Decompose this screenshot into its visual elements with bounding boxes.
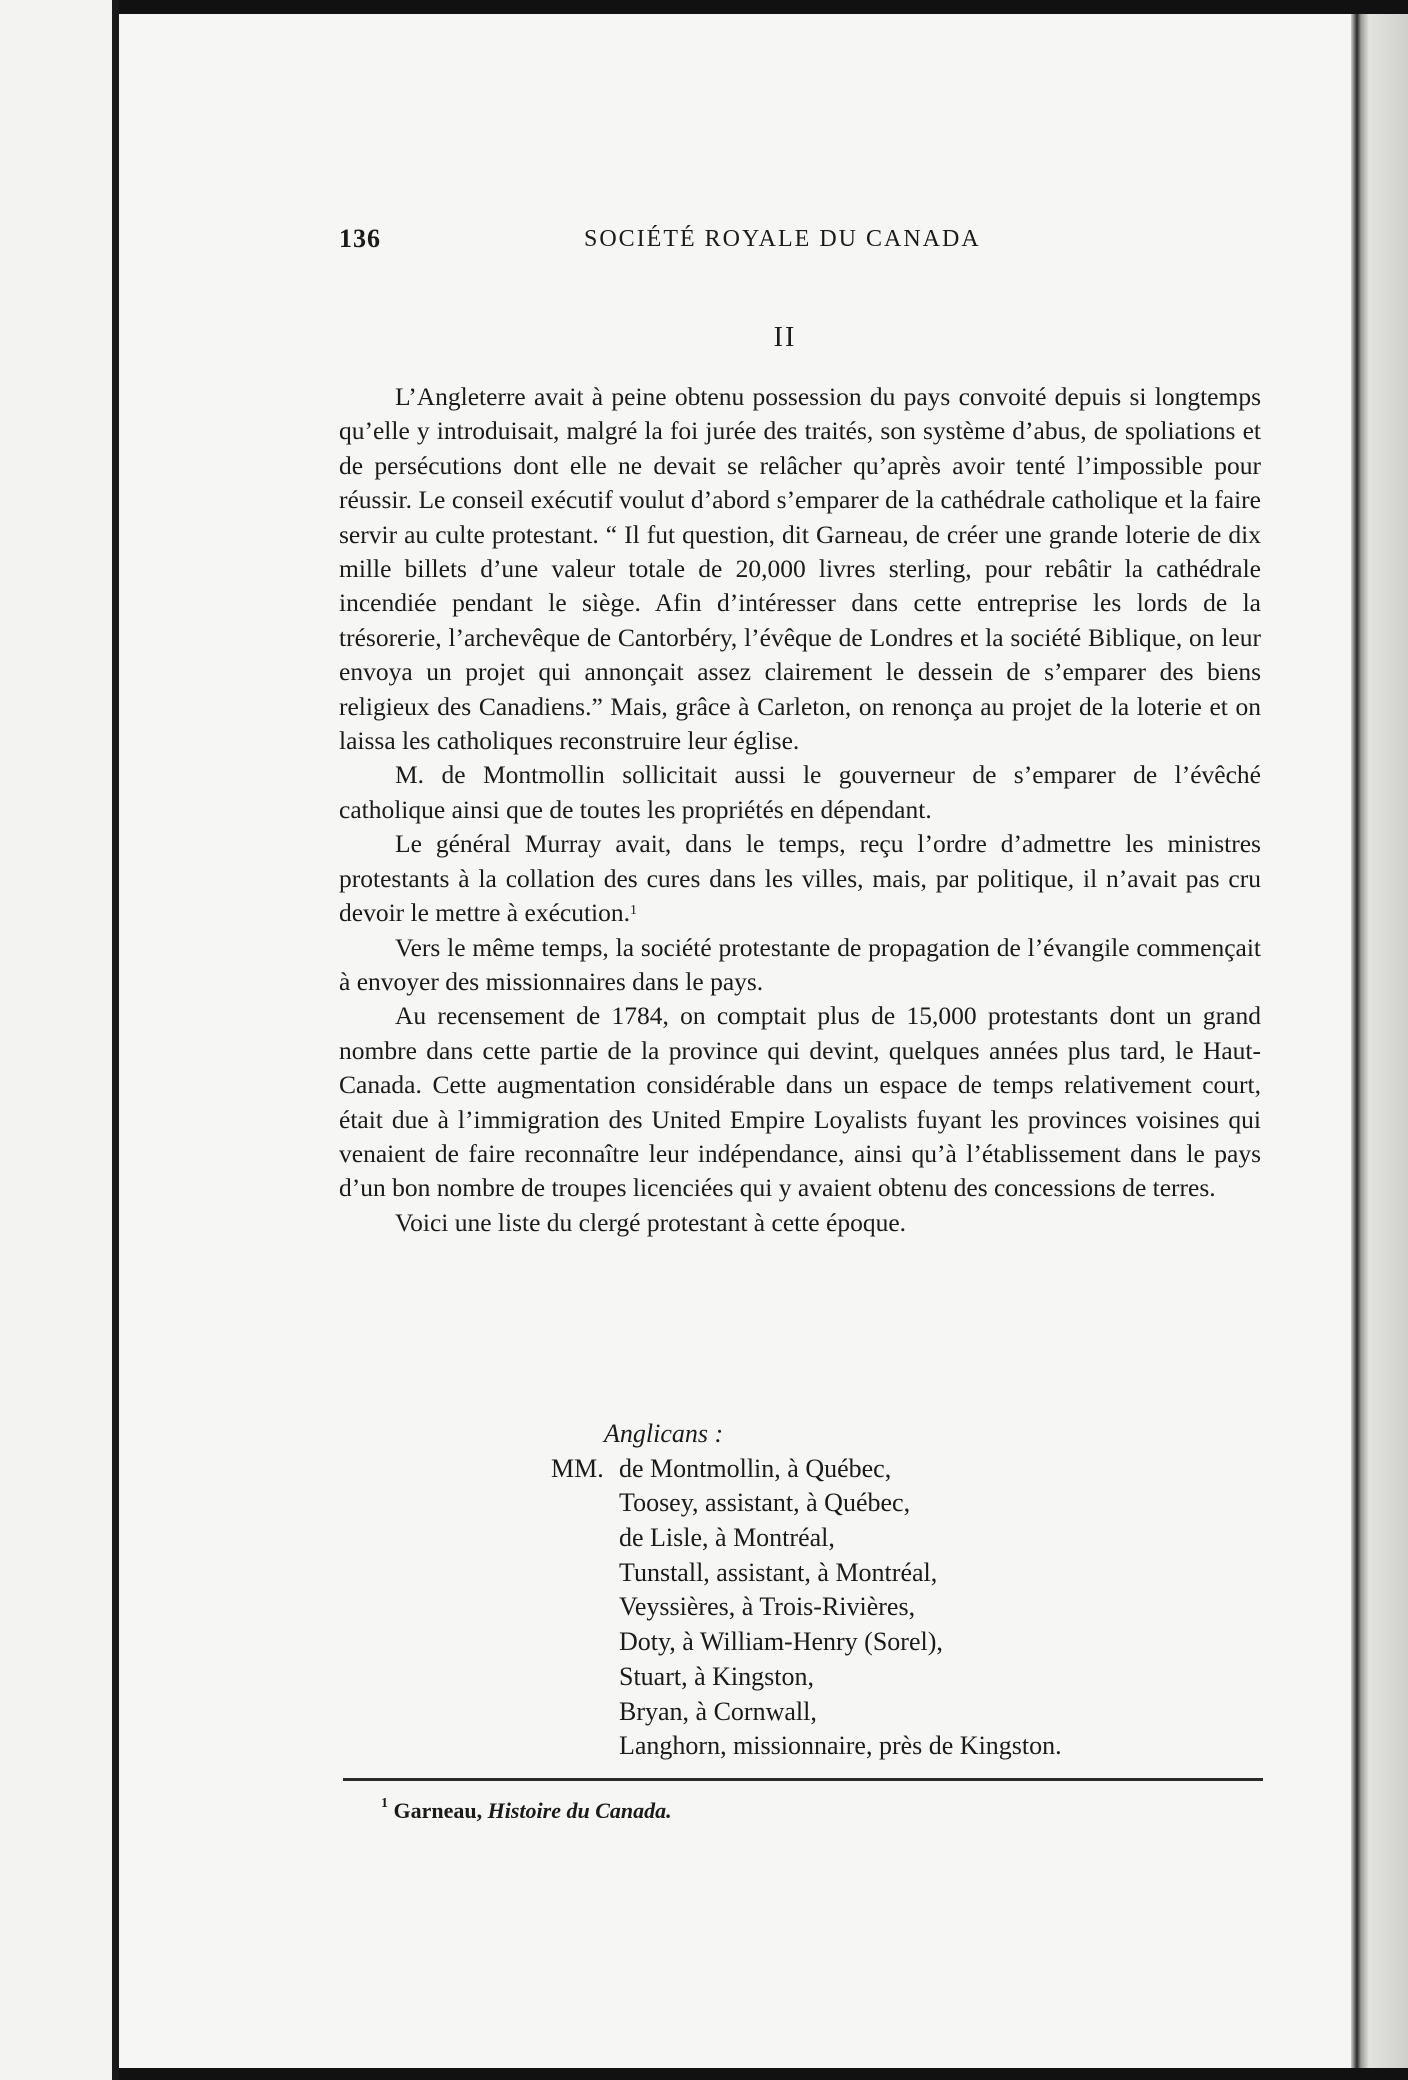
list-heading: Anglicans : xyxy=(604,1419,724,1448)
list-item xyxy=(339,1695,1261,1730)
list-item xyxy=(339,1521,1261,1556)
list-entry: Toosey, assistant, à Québec, xyxy=(619,1488,911,1518)
list-entry: Langhorn, missionnaire, près de Kingston. xyxy=(619,1731,1062,1761)
paragraph: Voici une liste du clergé protestant à cette époque. xyxy=(395,1207,907,1237)
section-numeral: II xyxy=(773,322,797,353)
scan-binding-shadow xyxy=(112,0,119,2080)
paragraph: Vers le même temps, la société protestante de propagation de l’évangile commençait à envoyer des missionnaires dans le pays. xyxy=(339,932,1261,996)
list-item xyxy=(339,1556,1261,1591)
list-item xyxy=(339,1590,1261,1625)
list-entry: Tunstall, assistant, à Montréal, xyxy=(619,1557,938,1587)
body-text xyxy=(339,380,1261,1240)
running-head xyxy=(339,224,1259,264)
paragraph-text: Le général Murray avait, dans le temps, reçu l’ordre d’admettre les ministres protestants à la collation des cures dans les villes, mais, par politique, il n’avait pas cru devoir le mettre à exécution. xyxy=(339,829,1261,928)
list-entry: Bryan, à Cornwall, xyxy=(619,1696,817,1726)
footnote-number: 1 xyxy=(381,1796,388,1811)
list-prefix: MM. xyxy=(551,1453,604,1483)
list-item xyxy=(339,1625,1261,1660)
journal-title: SOCIÉTÉ ROYALE DU CANADA xyxy=(584,226,981,252)
list-entry: Doty, à William-Henry (Sorel), xyxy=(619,1627,943,1657)
page-number: 136 xyxy=(339,224,381,253)
list-entry: de Lisle, à Montréal, xyxy=(619,1523,835,1553)
list-item xyxy=(339,1452,1261,1487)
list-item xyxy=(339,1660,1261,1695)
list-item xyxy=(339,1486,1261,1521)
list-item xyxy=(339,1729,1261,1764)
list-entry: Veyssières, à Trois-Rivières, xyxy=(619,1592,916,1622)
footnote-marker: 1 xyxy=(630,903,637,919)
footnote xyxy=(381,1798,672,1824)
paragraph: Au recensement de 1784, on comptait plus de 15,000 protestants dont un grand nombre dans cette partie de la province qui devint, quelques années plus tard, le Haut-Canada. Cette augmentation considérable dans un espace de temps relativement court, était due à l’immigration des United Empire Loyalists fuyant les provinces voisines qui venaient de faire reconnaître leur indépendance, ainsi qu’à l’établissement dans le pays d’un bon nombre de troupes licenciées qui y avaient obtenu des concessions de terres. xyxy=(339,1001,1261,1203)
footnote-rule xyxy=(343,1778,1263,1781)
list-entry: de Montmollin, à Québec, xyxy=(619,1453,892,1483)
paragraph xyxy=(339,827,1261,930)
scan-left-margin xyxy=(0,0,118,2080)
footnote-author: Garneau, xyxy=(393,1798,483,1823)
footnote-work-title: Histoire du Canada. xyxy=(487,1798,672,1823)
paragraph: L’Angleterre avait à peine obtenu possession du pays convoité depuis si longtemps qu’elle y introduisait, malgré la foi jurée des traités, son système d’abus, de spoliations et de persécutions dont elle ne devait se relâcher qu’après avoir tenté l’impossible pour réussir. Le conseil exécutif voulut d’abord s’emparer de la cathédrale catholique et la faire servir au culte protestant. “ Il fut question, dit Garneau, de créer une grande loterie de dix mille billets d’une valeur totale de 20,000 livres sterling, pour rebâtir la cathédrale incendiée pendant le siège. Afin d’intéresser dans cette entreprise les lords de la trésorerie, l’archevêque de Cantorbéry, l’évêque de Londres et la société Biblique, on leur envoya un projet qui annonçait assez clairement le dessein de s’emparer des biens religieux des Canadiens.” Mais, grâce à Carleton, on renonça au projet de la loterie et on laissa les catholiques reconstruire leur église. xyxy=(339,382,1261,756)
paragraph: M. de Montmollin sollicitait aussi le gouverneur de s’emparer de l’évêché catholique ainsi que de toutes les propriétés en dépendant. xyxy=(339,760,1261,824)
clergy-list xyxy=(339,1417,1261,1764)
list-entry: Stuart, à Kingston, xyxy=(619,1661,814,1691)
